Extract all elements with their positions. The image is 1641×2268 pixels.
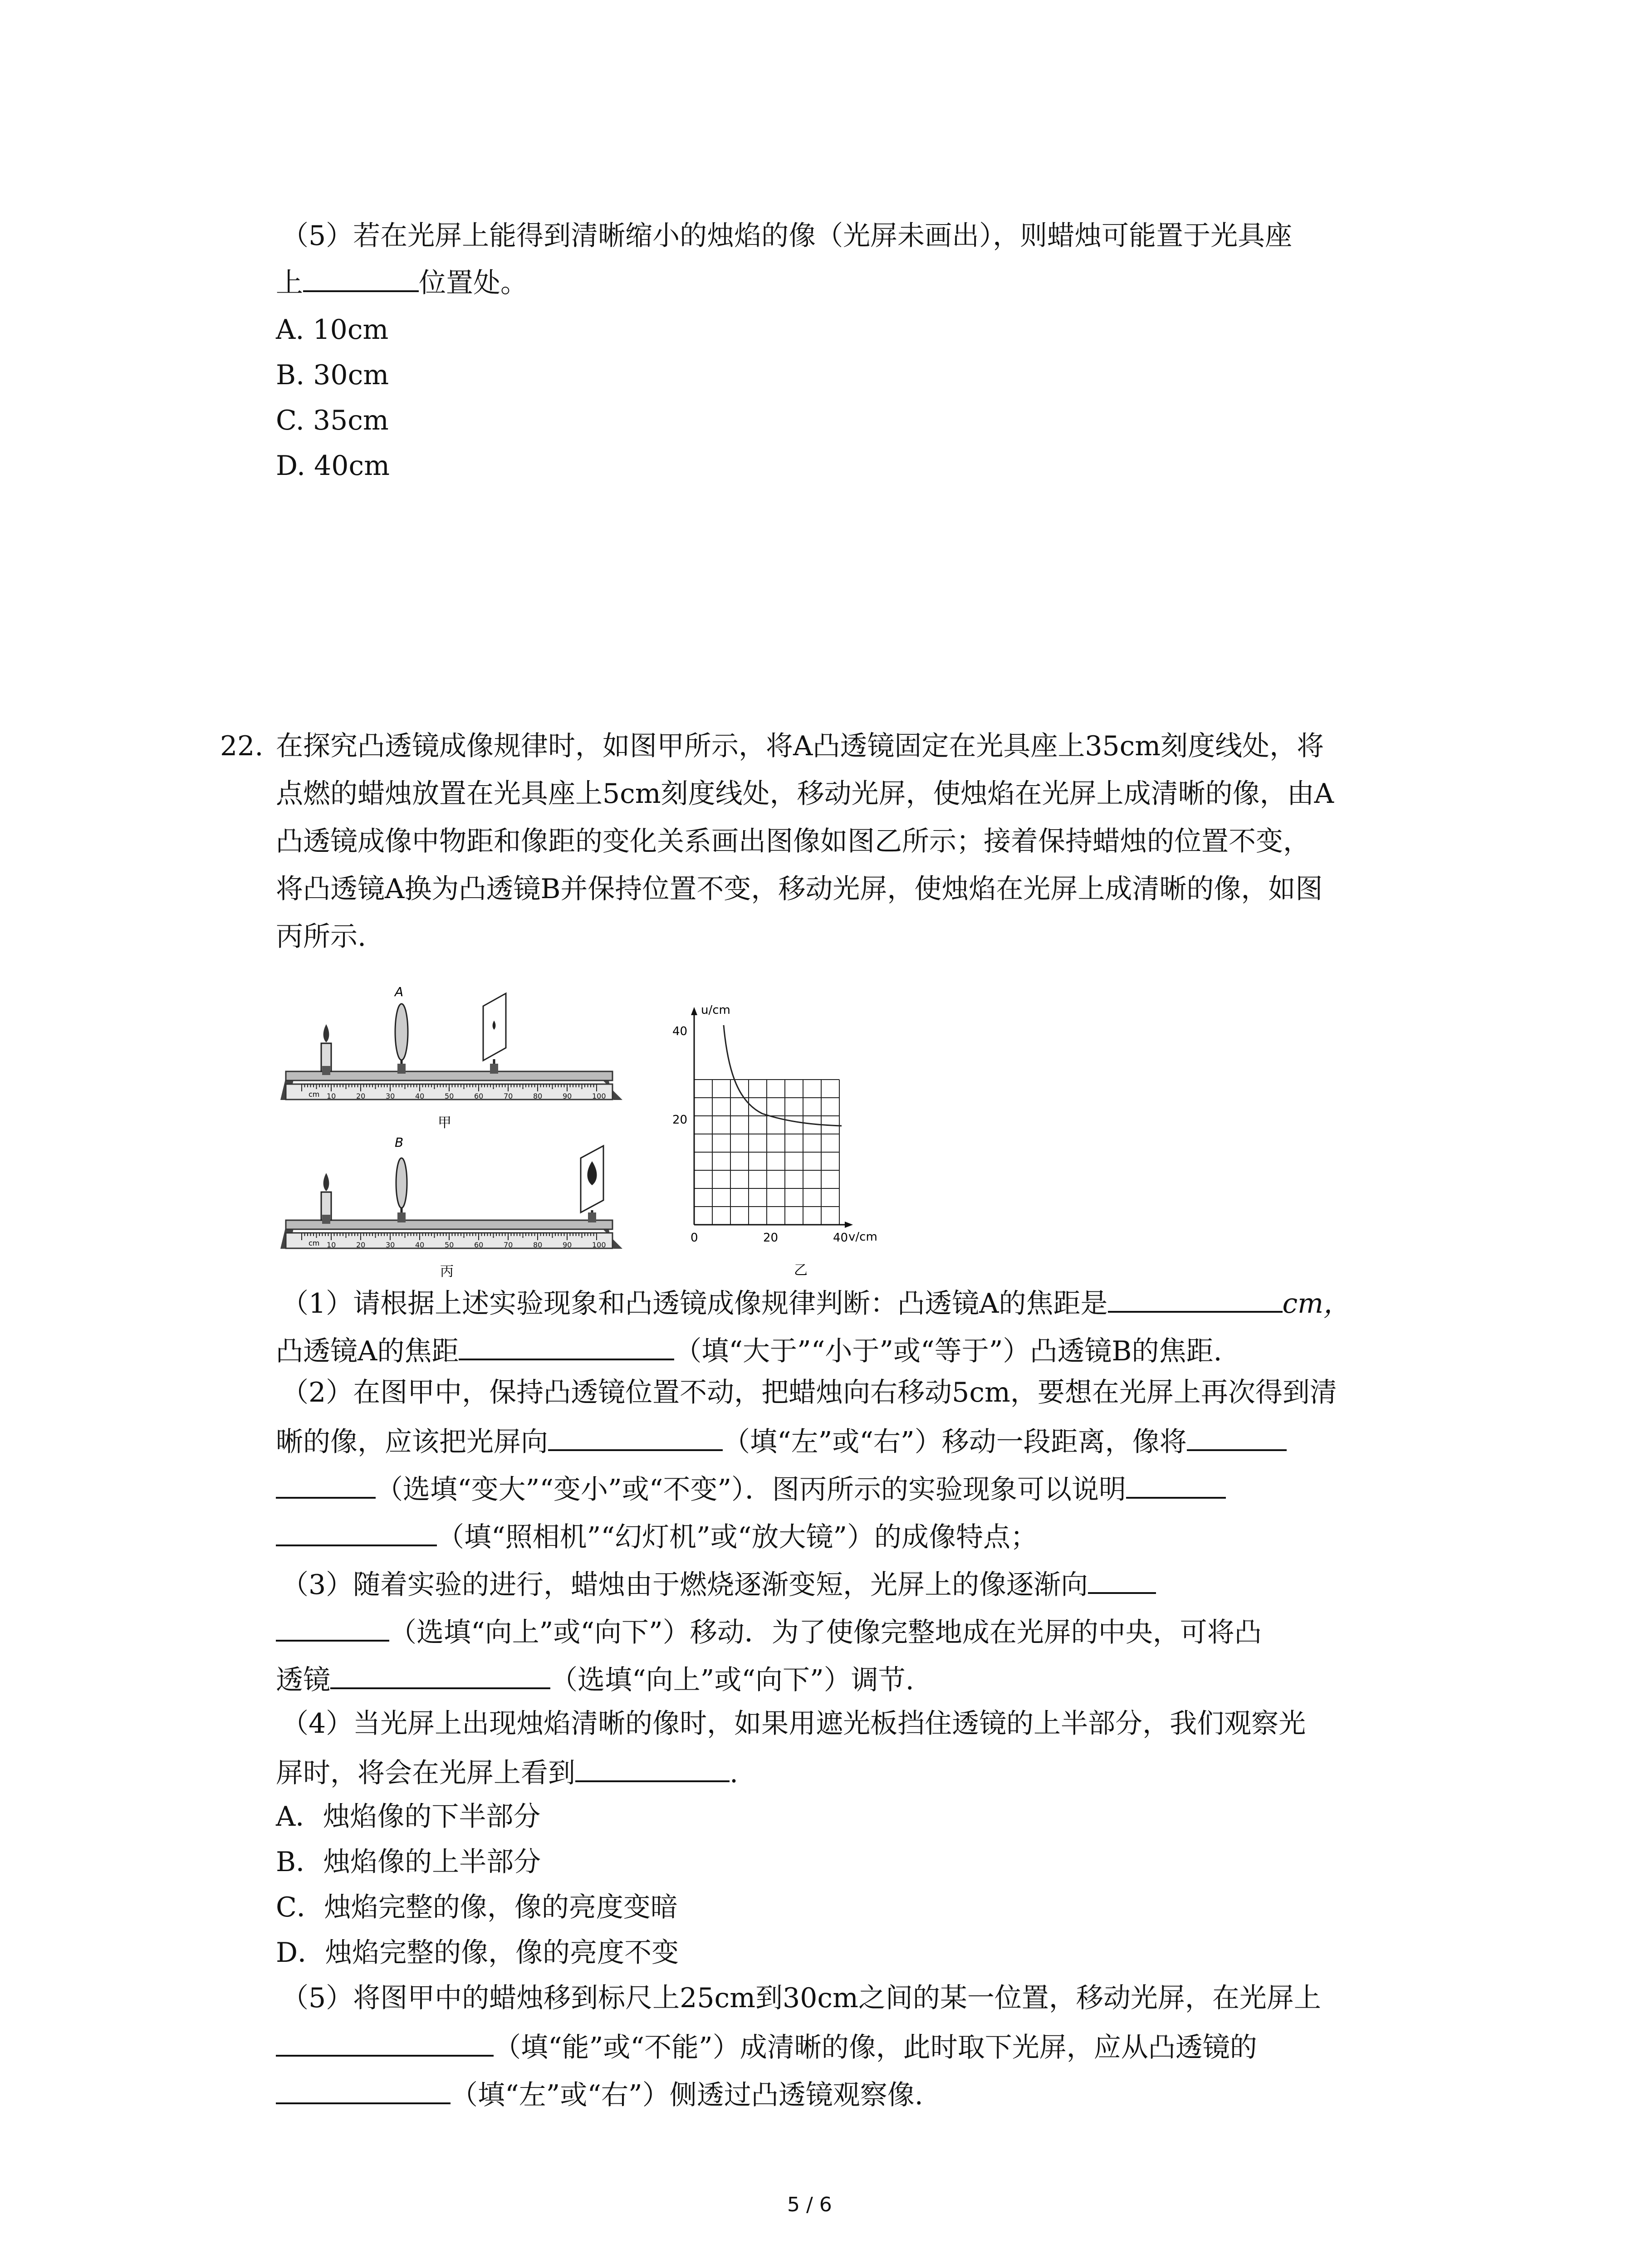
ruler-tick-label: 40 [415,1241,425,1249]
q22-s4-line2 [276,1753,738,1791]
ruler-unit: cm [309,1090,320,1099]
graph-xlabel: v/cm [848,1230,877,1244]
observation-blank[interactable] [575,1753,730,1782]
lens-a [395,1004,408,1060]
ruler-tick-label: 90 [563,1092,572,1100]
graph-ytick-40: 40 [672,1025,688,1038]
ruler-tick-label: 60 [474,1241,484,1249]
graph-xtick-0: 0 [691,1231,698,1245]
can-form-image-blank[interactable] [276,2028,494,2057]
ruler-tick-label: 100 [592,1092,606,1100]
q22-s2-line3 [276,1470,1226,1508]
image-size-blank-part2[interactable] [276,1470,376,1499]
q22-s4-b2: . [730,1757,739,1789]
label-bing: 丙 [440,1264,454,1280]
graph-ylabel: u/cm [701,1003,730,1017]
q22-s1-line1 [281,1284,1351,1322]
ruler-tick-label: 80 [533,1092,543,1100]
q22-stem-line1: 在探究凸透镜成像规律时，如图甲所示，将A凸透镜固定在光具座上35cm刻度线处，将 [276,730,1324,762]
q22-s3-line1 [281,1565,1156,1603]
ruler-tick-label: 50 [445,1092,454,1100]
q21-part5-line1: （5）若在光屏上能得到清晰缩小的烛焰的像（光屏未画出），则蜡烛可能置于光具座 [281,220,1293,252]
q22-s4-option-d: D．烛焰完整的像，像的亮度不变 [276,1937,679,1969]
ruler-tick-label: 30 [386,1241,395,1249]
ruler-unit: cm [309,1239,320,1247]
graph-ytick-20: 20 [672,1113,688,1127]
ruler-tick-label: 80 [533,1241,543,1249]
q21-answer-blank[interactable] [303,263,419,292]
q22-s1-line2 [276,1331,1222,1369]
label-jia: 甲 [438,1115,451,1131]
ruler-tick-label: 30 [386,1092,395,1100]
bench-jia [280,984,622,1131]
ruler-tick-label: 20 [356,1092,366,1100]
device-blank-part2[interactable] [276,1517,437,1546]
q22-s4-option-b: B．烛焰像的上半部分 [276,1846,541,1878]
q22-s5-b: （填“能”或“不能”）成清晰的像，此时取下光屏，应从凸透镜的 [494,2032,1257,2063]
q21-part5-suffix: 位置处。 [419,267,528,299]
q22-s1-text: （1）请根据上述实验现象和凸透镜成像规律判断：凸透镜A的焦距是 [281,1288,1108,1320]
ruler-tick-label: 70 [504,1241,513,1249]
ruler-tick-label: 10 [327,1241,336,1249]
ruler-tick-label: 50 [445,1241,454,1249]
q22-s4-b1: 屏时，将会在光屏上看到 [276,1757,575,1789]
device-blank-part1[interactable] [1126,1470,1226,1499]
ruler-tick-label: 70 [504,1092,513,1100]
q22-s3-b: （选填“向上”或“向下”）移动．为了使像完整地成在光屏的中央，可将凸 [389,1617,1262,1648]
page-number: 5 / 6 [787,2193,832,2216]
image-move-blank-part2[interactable] [276,1613,389,1642]
q22-s1-b2: （填“大于”“小于”或“等于”）凸透镜B的焦距. [674,1335,1222,1367]
graph-xtick-40: 40 [833,1231,848,1245]
image-size-blank-part1[interactable] [1187,1422,1287,1451]
q22-s5-c: （填“左”或“右”）侧透过凸透镜观察像. [451,2079,923,2111]
q22-s1-b1: 凸透镜A的焦距 [276,1335,459,1367]
label-yi: 乙 [794,1262,808,1278]
lens-b-label: B [395,1135,404,1150]
graph-curve [724,1025,842,1126]
q21-option-b: B. 30cm [276,359,389,391]
q22-stem-line3: 凸透镜成像中物距和像距的变化关系画出图像如图乙所示；接着保持蜡烛的位置不变， [276,826,1310,857]
q22-stem-line4: 将凸透镜A换为凸透镜B并保持位置不变，移动光屏，使烛焰在光屏上成清晰的像，如图 [276,873,1323,905]
q22-stem-line5: 丙所示. [276,921,367,953]
screen-direction-blank[interactable] [548,1422,723,1451]
ruler-tick-label: 90 [563,1241,572,1249]
q21-option-a: A. 10cm [276,314,389,346]
flame-icon [323,1024,329,1042]
q22-s2-line2 [276,1422,1287,1460]
q22-s2-line4 [276,1517,1038,1555]
graph-grid [694,1080,839,1225]
q22-s4-option-c: C．烛焰完整的像，像的亮度变暗 [276,1892,678,1923]
image-move-blank-part1[interactable] [1088,1565,1156,1594]
ruler-tick-label: 10 [327,1092,336,1100]
ruler-tick-label: 60 [474,1092,484,1100]
q22-s5-line3 [276,2075,923,2113]
graph-yi [672,1003,877,1278]
q21-part5-line2 [276,263,528,301]
q22-s4-option-a: A．烛焰像的下半部分 [276,1801,541,1833]
q22-s1-unit: cm， [1282,1288,1351,1320]
lens-adjust-blank[interactable] [330,1660,550,1689]
q22-s5-line1: （5）将图甲中的蜡烛移到标尺上25cm到30cm之间的某一位置，移动光屏，在光屏上 [281,1982,1321,2014]
q22-number: 22. [220,730,264,762]
ruler-tick-label: 100 [592,1241,606,1249]
q22-s2-c: （选填“变大”“变小”或“不变”）．图丙所示的实验现象可以说明 [376,1474,1127,1505]
q22-s3-c1: 透镜 [276,1664,330,1696]
focal-length-a-blank[interactable] [1108,1284,1283,1313]
q22-s3-line2 [276,1613,1262,1651]
q22-s3-a: （3）随着实验的进行，蜡烛由于燃烧逐渐变短，光屏上的像逐渐向 [281,1569,1088,1601]
q21-option-d: D. 40cm [276,450,390,482]
ruler-tick-label: 40 [415,1092,425,1100]
lens-b [396,1158,407,1208]
bench-bing [280,1135,622,1280]
q22-s4-line1: （4）当光屏上出现烛焰清晰的像时，如果用遮光板挡住透镜的上半部分，我们观察光 [281,1708,1306,1740]
q22-s2-line1: （2）在图甲中，保持凸透镜位置不动，把蜡烛向右移动5cm，要想在光屏上再次得到清 [281,1377,1337,1408]
focal-compare-blank[interactable] [459,1331,674,1360]
q21-option-c: C. 35cm [276,405,389,436]
q22-s2-b2: （填“左”或“右”）移动一段距离，像将 [723,1426,1187,1458]
q22-s3-line3 [276,1660,914,1698]
flame-icon [323,1173,329,1191]
q22-figure [272,971,907,1288]
q22-s3-c2: （选填“向上”或“向下”）调节. [550,1664,914,1696]
ruler-tick-label: 20 [356,1241,366,1249]
q21-part5-prefix: 上 [276,267,303,299]
q22-s5-line2 [276,2028,1257,2066]
graph-xtick-20: 20 [763,1231,779,1245]
q22-s2-b1: 晰的像，应该把光屏向 [276,1426,548,1458]
q22-stem-line2: 点燃的蜡烛放置在光具座上5cm刻度线处，移动光屏，使烛焰在光屏上成清晰的像，由A [276,778,1334,810]
lens-a-label: A [395,984,404,999]
q22-s2-d: （填“照相机”“幻灯机”或“放大镜”）的成像特点； [437,1521,1038,1553]
observe-side-blank[interactable] [276,2075,451,2104]
